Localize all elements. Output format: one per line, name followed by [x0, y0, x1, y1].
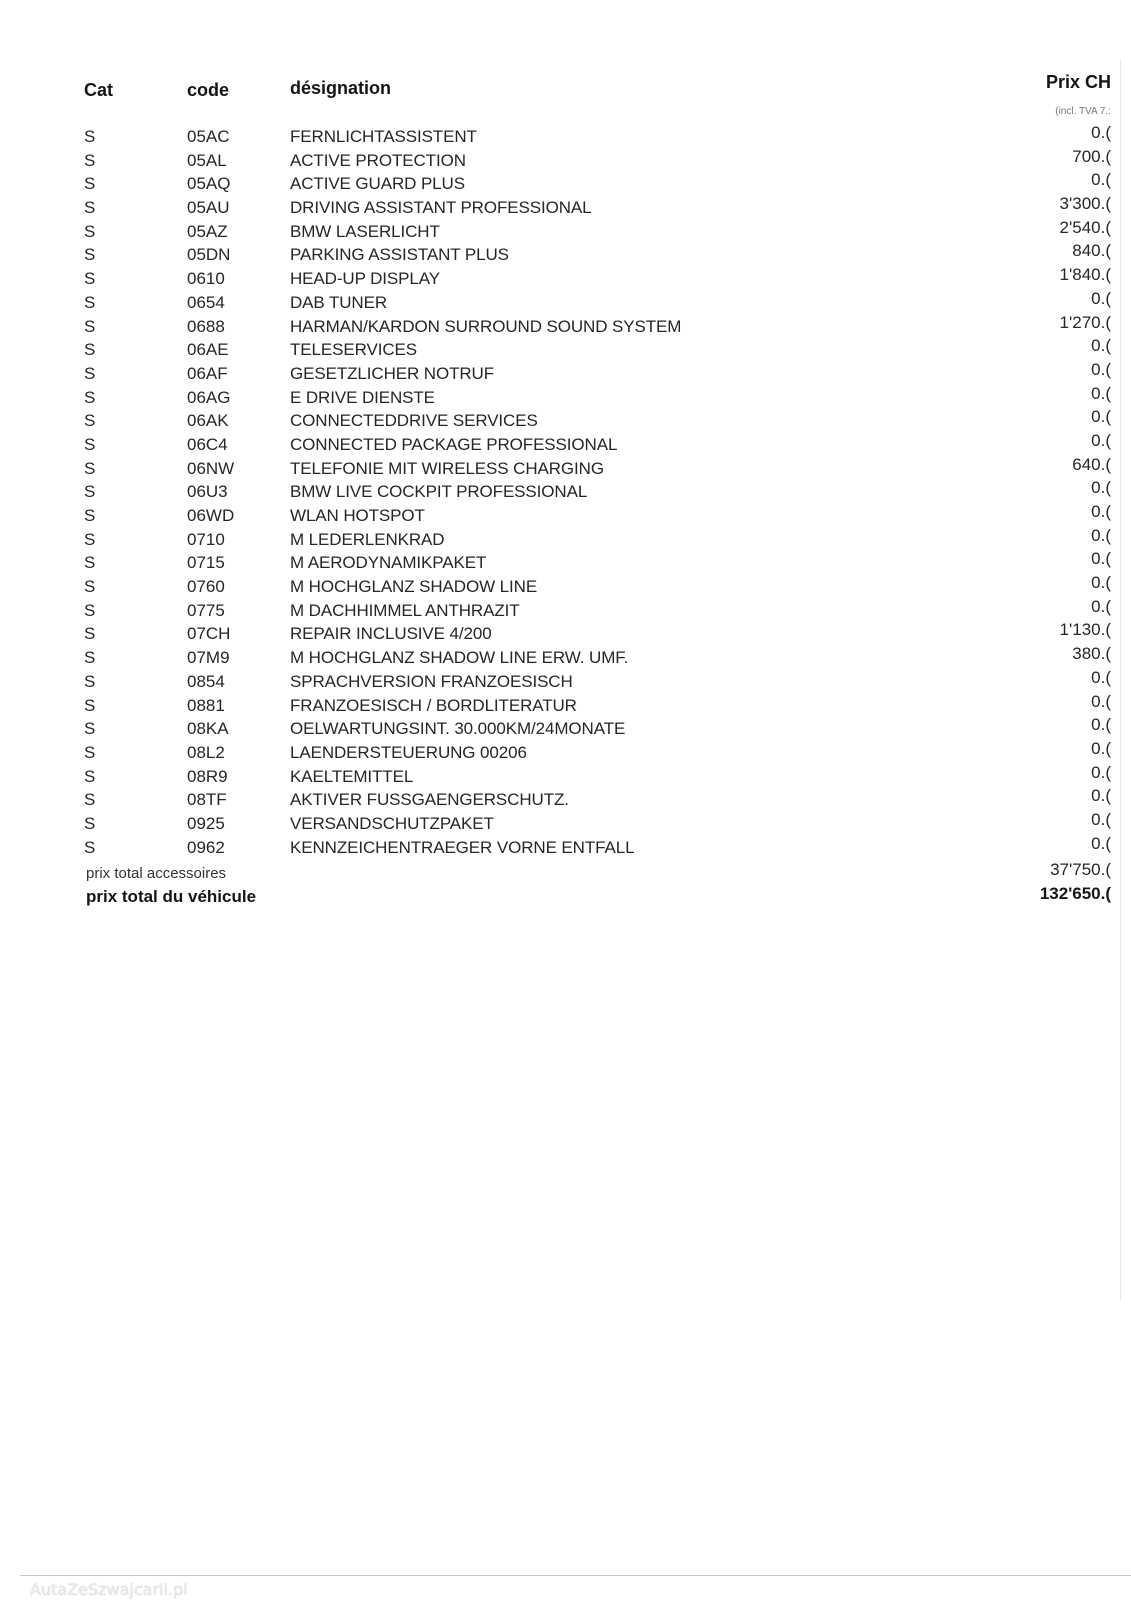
row-designation: BMW LIVE COCKPIT PROFESSIONAL: [290, 482, 588, 502]
row-designation: FRANZOESISCH / BORDLITERATUR: [290, 695, 577, 715]
row-price: 0.(: [1091, 667, 1111, 687]
row-cat: S: [84, 648, 96, 668]
tva-note: (incl. TVA 7.:: [1055, 106, 1111, 117]
table-row: [0, 715, 1131, 742]
row-designation: FERNLICHTASSISTENT: [290, 127, 477, 146]
row-cat: S: [84, 671, 96, 691]
row-designation: REPAIR INCLUSIVE 4/200: [290, 624, 492, 644]
accessories-total-label: prix total accessoires: [86, 865, 227, 882]
table-row: [0, 383, 1131, 411]
row-cat: S: [84, 529, 96, 549]
row-code: 05AZ: [187, 221, 228, 241]
row-code: 06AK: [187, 411, 229, 431]
row-price: 1'270.(: [1059, 312, 1111, 332]
row-code: 07CH: [187, 624, 231, 644]
table-row: [0, 241, 1131, 268]
row-price: 0.(: [1091, 288, 1111, 308]
row-designation: E DRIVE DIENSTE: [290, 387, 435, 407]
row-cat: S: [84, 269, 96, 289]
row-price: 0.(: [1091, 809, 1111, 829]
row-cat: S: [84, 316, 96, 336]
row-designation: PARKING ASSISTANT PLUS: [290, 245, 509, 265]
row-designation: HARMAN/KARDON SURROUND SOUND SYSTEM: [290, 316, 682, 336]
row-code: 06U3: [187, 482, 228, 502]
row-cat: S: [84, 837, 96, 857]
row-designation: HEAD-UP DISPLAY: [290, 269, 440, 289]
row-cat: S: [84, 340, 96, 360]
row-price: 0.(: [1091, 833, 1111, 853]
row-designation: TELESERVICES: [290, 340, 417, 360]
row-code: 0881: [187, 695, 225, 715]
row-code: 0962: [187, 837, 225, 857]
row-designation: TELEFONIE MIT WIRELESS CHARGING: [290, 458, 604, 478]
row-cat: S: [84, 553, 96, 573]
row-cat: S: [84, 695, 96, 715]
row-cat: S: [84, 577, 96, 597]
row-designation: M AERODYNAMIKPAKET: [290, 553, 487, 573]
row-cat: S: [84, 766, 96, 786]
table-row: [0, 738, 1131, 766]
row-designation: KENNZEICHENTRAEGER VORNE ENTFALL: [290, 837, 635, 857]
row-designation: ACTIVE PROTECTION: [290, 150, 466, 170]
table-row: [0, 691, 1131, 719]
row-code: 06WD: [187, 506, 235, 525]
row-code: 0688: [187, 316, 225, 336]
row-code: 0654: [187, 292, 225, 312]
row-cat: S: [84, 292, 96, 312]
row-designation: LAENDERSTEUERUNG 00206: [290, 742, 527, 762]
table-row: [0, 644, 1131, 671]
row-cat: S: [84, 411, 96, 431]
footer-divider: [20, 1575, 1131, 1576]
row-cat: S: [84, 813, 96, 833]
header-code: code: [187, 80, 230, 100]
vehicle-total-value: 132'650.(: [1039, 884, 1111, 903]
table-row: [0, 596, 1131, 624]
row-price: 0.(: [1091, 786, 1111, 806]
row-price: 0.(: [1091, 573, 1111, 593]
row-code: 06AF: [187, 363, 228, 383]
table-row: [0, 430, 1131, 458]
row-cat: S: [84, 506, 96, 525]
table-row: [0, 194, 1131, 221]
row-code: 08L2: [187, 742, 225, 762]
row-cat: S: [84, 600, 96, 620]
row-code: 06AG: [187, 387, 231, 407]
row-price: 3'300.(: [1059, 194, 1111, 214]
row-cat: S: [84, 790, 96, 810]
table-row: [0, 336, 1131, 363]
row-designation: KAELTEMITTEL: [290, 766, 414, 786]
row-price: 700.(: [1072, 146, 1111, 166]
row-price: 0.(: [1091, 502, 1111, 521]
row-cat: S: [84, 174, 96, 194]
table-row: [0, 359, 1131, 387]
header-price: Prix CH: [1045, 72, 1111, 92]
row-cat: S: [84, 624, 96, 644]
row-designation: M HOCHGLANZ SHADOW LINE: [290, 577, 538, 597]
row-designation: M DACHHIMMEL ANTHRAZIT: [290, 600, 520, 620]
table-row: [0, 762, 1131, 790]
row-designation: VERSANDSCHUTZPAKET: [290, 813, 494, 833]
table-row: [0, 525, 1131, 553]
row-price: 0.(: [1091, 525, 1111, 545]
row-price: 380.(: [1072, 644, 1111, 664]
table-row: [0, 502, 1131, 529]
row-cat: S: [84, 482, 96, 502]
row-code: 06C4: [187, 434, 228, 454]
table-row: [0, 123, 1131, 150]
row-price: 1'840.(: [1059, 265, 1111, 285]
row-price: 0.(: [1091, 478, 1111, 498]
row-code: 08KA: [187, 719, 229, 739]
items-list: [0, 123, 1131, 860]
row-price: 0.(: [1091, 762, 1111, 782]
row-designation: M HOCHGLANZ SHADOW LINE ERW. UMF.: [290, 648, 629, 668]
row-code: 05AL: [187, 150, 227, 170]
row-designation: WLAN HOTSPOT: [290, 506, 425, 525]
row-cat: S: [84, 221, 96, 241]
table-row: [0, 667, 1131, 695]
row-price: 0.(: [1091, 596, 1111, 616]
row-price: 2'540.(: [1059, 217, 1111, 237]
row-cat: S: [84, 245, 96, 265]
row-designation: GESETZLICHER NOTRUF: [290, 363, 495, 383]
row-price: 0.(: [1091, 691, 1111, 711]
accessories-total-value: 37'750.(: [1050, 860, 1111, 879]
table-row: [0, 549, 1131, 576]
row-cat: S: [84, 198, 96, 218]
table-row: [0, 620, 1131, 647]
row-designation: AKTIVER FUSSGAENGERSCHUTZ.: [290, 790, 569, 810]
row-designation: BMW LASERLICHT: [290, 221, 440, 241]
row-designation: DAB TUNER: [290, 292, 388, 312]
row-cat: S: [84, 150, 96, 170]
row-designation: CONNECTED PACKAGE PROFESSIONAL: [290, 434, 618, 454]
table-row: [0, 454, 1131, 482]
row-designation: SPRACHVERSION FRANZOESISCH: [290, 671, 573, 691]
row-price: 640.(: [1072, 454, 1111, 474]
table-row: [0, 478, 1131, 505]
row-price: 0.(: [1091, 738, 1111, 758]
watermark: AutaZeSzwajcarii.pl: [30, 1580, 188, 1599]
row-price: 0.(: [1091, 336, 1111, 356]
row-cat: S: [84, 719, 96, 739]
row-cat: S: [84, 127, 96, 146]
header-cat: Cat: [84, 80, 114, 100]
row-designation: OELWARTUNGSINT. 30.000KM/24MONATE: [290, 719, 626, 739]
row-price: 0.(: [1091, 359, 1111, 379]
table-row: [0, 833, 1131, 861]
table-row: [0, 170, 1131, 197]
table-row: [0, 146, 1131, 174]
row-code: 06AE: [187, 340, 229, 360]
row-price: 0.(: [1091, 123, 1111, 142]
table-row: [0, 217, 1131, 245]
row-code: 06NW: [187, 458, 235, 478]
row-code: 05AC: [187, 127, 230, 146]
row-code: 0710: [187, 529, 225, 549]
row-designation: CONNECTEDDRIVE SERVICES: [290, 411, 538, 431]
row-price: 840.(: [1072, 241, 1111, 261]
row-code: 05AQ: [187, 174, 231, 194]
table-row: [0, 407, 1131, 434]
row-code: 05AU: [187, 198, 230, 218]
table-row: [0, 265, 1131, 292]
row-code: 0715: [187, 553, 225, 573]
row-designation: ACTIVE GUARD PLUS: [290, 174, 465, 194]
row-cat: S: [84, 434, 96, 454]
table-row: [0, 288, 1131, 316]
row-code: 0925: [187, 813, 225, 833]
row-price: 0.(: [1091, 430, 1111, 450]
row-code: 0610: [187, 269, 225, 289]
row-price: 0.(: [1091, 715, 1111, 735]
table-row: [0, 809, 1131, 837]
row-price: 0.(: [1091, 549, 1111, 569]
row-code: 08TF: [187, 790, 227, 810]
row-price: 0.(: [1091, 407, 1111, 427]
row-price: 0.(: [1091, 383, 1111, 403]
row-code: 0760: [187, 577, 225, 597]
vehicle-total-label: prix total du véhicule: [86, 887, 257, 906]
row-price: 1'130.(: [1059, 620, 1111, 640]
row-designation: M LEDERLENKRAD: [290, 529, 445, 549]
table-row: [0, 573, 1131, 600]
row-code: 05DN: [187, 245, 231, 265]
row-cat: S: [84, 458, 96, 478]
row-code: 0775: [187, 600, 225, 620]
row-designation: DRIVING ASSISTANT PROFESSIONAL: [290, 198, 592, 218]
row-code: 0854: [187, 671, 225, 691]
header-designation: désignation: [290, 78, 392, 98]
row-code: 08R9: [187, 766, 228, 786]
row-code: 07M9: [187, 648, 230, 668]
row-cat: S: [84, 363, 96, 383]
row-price: 0.(: [1091, 170, 1111, 190]
table-row: [0, 786, 1131, 813]
table-row: [0, 312, 1131, 340]
row-cat: S: [84, 387, 96, 407]
row-cat: S: [84, 742, 96, 762]
